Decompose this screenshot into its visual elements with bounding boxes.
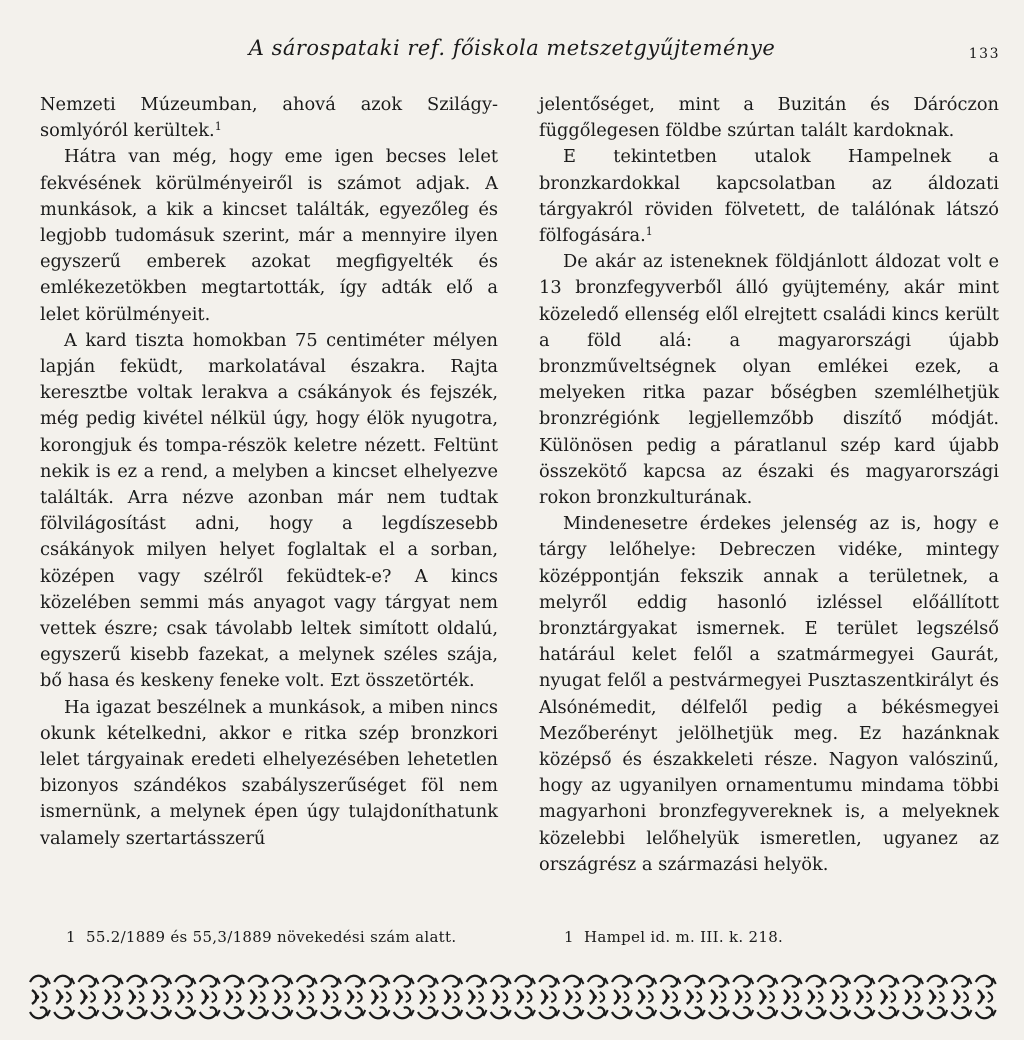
footnote-left	[66, 928, 456, 946]
ornament-motif	[200, 976, 220, 1019]
ornament-motif	[903, 976, 923, 1019]
ornament-motif	[733, 976, 753, 1019]
left-column	[40, 92, 498, 852]
ornament-motif	[491, 976, 511, 1019]
ornament-motif	[224, 976, 244, 1019]
right-column	[539, 92, 999, 878]
ornament-motif	[345, 976, 365, 1019]
ornament-motif	[855, 976, 875, 1019]
ornament-motif	[127, 976, 147, 1019]
ornament-motif	[539, 976, 559, 1019]
paragraph: jelentőséget, mint a Buzitán és Dáróczon függőlegesen földbe szúrtan talált kardoknak.	[539, 94, 999, 142]
footnote-number: 1	[66, 928, 76, 946]
ornament-motif	[442, 976, 462, 1019]
paragraph: E tekintetben utalok Hampelnek a bronzkardokkal kapcsolatban az áldozati tárgyakról röviden fölvetett, de találónak látszó fölfogására.$^1$	[539, 146, 999, 247]
ornament-motif	[103, 976, 123, 1019]
ornament-motif	[952, 976, 972, 1019]
footnote-marker: 1	[214, 120, 222, 134]
paragraph: Hátra van még, hogy eme igen becses lelet fekvésének körülményeiről is számot adjak. A munkások, a kik a kincset találták, egyezőleg és legjobb tudomásuk szerint, már a mennyire ilyen egyszerű emberek azokat megfigyelték és emlékezetökben megtartották, így adták elő a lelet körülményeit.	[40, 146, 498, 325]
footnote-text: Hampel id. m. III. k. 218.	[583, 928, 784, 946]
paragraph: De akár az isteneknek földjánlott áldozat volt e 13 bronzfegyverből álló gyüjtemény, akár mint közeledő ellenség elől elrejtett családi kincs került a föld alá: a magyarországi újabb bronzműveltségnek olyan emlékei ezek, a melyeken ritka pazar bőségben szemlélhetjük bronzrégiónk legjellemzőbb diszítő módját. Különösen pedig a páratlanul szép kard újabb összekötő kapcsa az északi és magyarországi rokon bronzkulturának.	[539, 251, 999, 509]
ornament-motif	[418, 976, 438, 1019]
ornament-motif	[709, 976, 729, 1019]
ornament-motif	[370, 976, 390, 1019]
ornament-motif	[321, 976, 341, 1019]
paragraph: Mindenesetre érdekes jelenség az is, hogy e tárgy lelőhelye: Debreczen vidéke, mintegy középpontján fekszik annak a területnek, a melyről eddig hasonló izléssel előállított bronztárgyakat ismernek. E terület legszélső határául kelet felől a szatmármegyei Gaurát, nyugat felől a pestvármegyei Pusztaszentkirályt és Alsónémedit, délfelől pedig a békésmegyei Mezőberényt jelölhetjük meg. Ez hazánknak középső és északkeleti része. Nagyon valószinű, hogy az ugyanilyen ornamentumu mindama többi magyarhoni bronzfegyvereknek is, a melyeknek közelebbi lelőhelyük ismeretlen, ugyanez az országrész a származási helyök.	[539, 513, 999, 875]
ornament-motif	[54, 976, 74, 1019]
ornament-motif	[830, 976, 850, 1019]
footnote-marker: 1	[645, 225, 653, 239]
page-number: 133	[968, 46, 1000, 62]
ornament-motif	[661, 976, 681, 1019]
ornament-motif	[588, 976, 608, 1019]
footnote-text: 55.2/1889 és 55,3/1889 növekedési szám alatt.	[85, 928, 457, 946]
ornament-motif	[564, 976, 584, 1019]
paragraph: A kard tiszta homokban 75 centiméter mélyen lapján feküdt, markolatával északra. Rajta keresztbe voltak lerakva a csákányok és fejszék, még pedig kivétel nélkül úgy, hogy élök nyugotra, korongjuk és tompa-részök keletre nézett. Feltünt nekik is ez a rend, a melyben a kincset elhelyezve találták. Arra nézve azonban már nem tudtak fölvilágosítást adni, hogy a legdíszesebb csákányok milyen helyet foglaltak el a sorban, középen vagy szélről feküdtek-e? A kincs közelében semmi más anyagot vagy tárgyat nem vettek észre; csak távolabb leltek simított oldalú, egyszerű kisebb fazekat, a melynek széles szája, bő hasa és keskeny feneke volt. Ezt összetörték.	[40, 329, 498, 692]
ornament-motif	[394, 976, 414, 1019]
ornament-motif	[879, 976, 899, 1019]
ornament-motif	[515, 976, 535, 1019]
footnote-number: 1	[564, 928, 574, 946]
ornament-motif	[30, 976, 50, 1019]
ornament-motif	[806, 976, 826, 1019]
paragraph: Ha igazat beszélnek a munkások, a miben nincs okunk kételkedni, akkor e ritka szép bronzkori lelet tárgyainak eredeti elhelyezésében lehetetlen bizonyos szándékos szabályszerűséget föl nem ismernünk, a melynek épen úgy tulajdoníthatunk valamely szertartásszerű	[40, 696, 498, 849]
ornament-motif	[467, 976, 487, 1019]
footnote-right	[564, 928, 783, 946]
ornament-motif	[636, 976, 656, 1019]
ornament-motif	[79, 976, 99, 1019]
ornament-motif	[927, 976, 947, 1019]
paragraph: Nemzeti Múzeumban, ahová azok Szilágy-somlyóról kerültek.$^1$	[40, 94, 498, 142]
ornament-motif	[151, 976, 171, 1019]
running-title: A sárospataki ref. főiskola metszetgyűjteménye	[248, 36, 776, 60]
ornament-motif	[248, 976, 268, 1019]
ornament-motif	[176, 976, 196, 1019]
ornament-motif	[685, 976, 705, 1019]
ornament-motif	[782, 976, 802, 1019]
ornament-motif	[297, 976, 317, 1019]
decorative-border-ornament	[28, 972, 998, 1022]
ornament-motif	[976, 976, 996, 1019]
ornament-motif	[273, 976, 293, 1019]
ornament-motif	[758, 976, 778, 1019]
ornament-motif	[612, 976, 632, 1019]
